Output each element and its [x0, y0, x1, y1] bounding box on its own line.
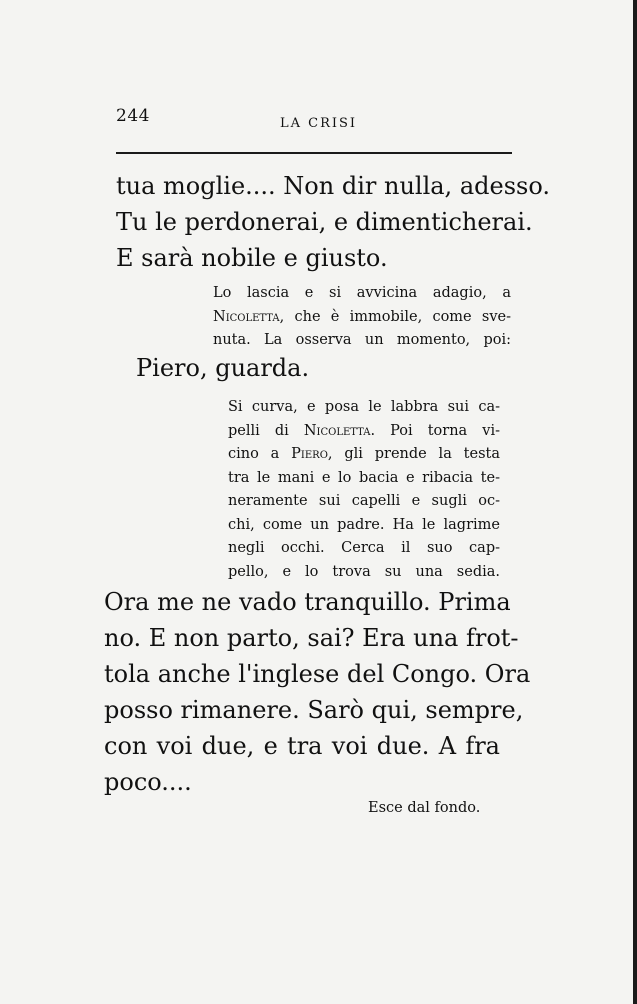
text-line: tua moglie.... Non dir nulla, adesso. [116, 172, 550, 200]
stage-line: neramente sui capelli e sugli oc- [228, 493, 500, 509]
stage-direction [213, 282, 511, 353]
stage-line: Si curva, e posa le labbra sui ca- [228, 399, 500, 415]
page-edge [633, 0, 637, 1004]
stage-line: cino a Piero, gli prende la testa [228, 446, 500, 462]
page-number: 244 [116, 106, 150, 126]
character-name: Piero [291, 446, 328, 462]
dialogue-block [104, 584, 531, 800]
stage-line: chi, come un padre. Ha le lagrime [228, 516, 500, 533]
text-line: posso rimanere. Sarò qui, sempre, [104, 696, 524, 724]
stage-line: Lo lascia e si avvicina adagio, a [213, 285, 511, 301]
stage-line: nuta. La osserva un momento, poi: [213, 332, 511, 348]
running-title: LA CRISI [280, 116, 358, 131]
stage-line: pello, e lo trova su una sedia. [228, 563, 500, 580]
stage-line: Nicoletta, che è immobile, come sve- [213, 308, 511, 325]
stage-line: tra le mani e lo bacia e ribacia te- [228, 469, 500, 486]
dialogue-block [116, 168, 550, 276]
header-rule [116, 152, 512, 154]
dialogue-block [136, 350, 532, 386]
text-line: con voi due, e tra voi due. A fra [104, 732, 500, 760]
text-line: poco.... [104, 768, 192, 796]
stage-exit: Esce dal fondo. [368, 800, 481, 816]
text-line: Piero, guarda. [136, 354, 310, 382]
text-line: tola anche l'inglese del Congo. Ora [104, 660, 531, 688]
character-name: Nicoletta [303, 422, 371, 439]
text-line: Ora me ne vado tranquillo. Prima [104, 588, 511, 616]
text-line: Tu le perdonerai, e dimenticherai. [116, 208, 533, 236]
text-line: no. E non parto, sai? Era una frot- [104, 624, 519, 652]
stage-line: pelli di Nicoletta. Poi torna vi- [228, 422, 500, 439]
stage-direction [228, 396, 500, 584]
stage-line: negli occhi. Cerca il suo cap- [228, 540, 500, 556]
text-line: E sarà nobile e giusto. [116, 244, 388, 272]
character-name: Nicoletta [213, 308, 280, 325]
